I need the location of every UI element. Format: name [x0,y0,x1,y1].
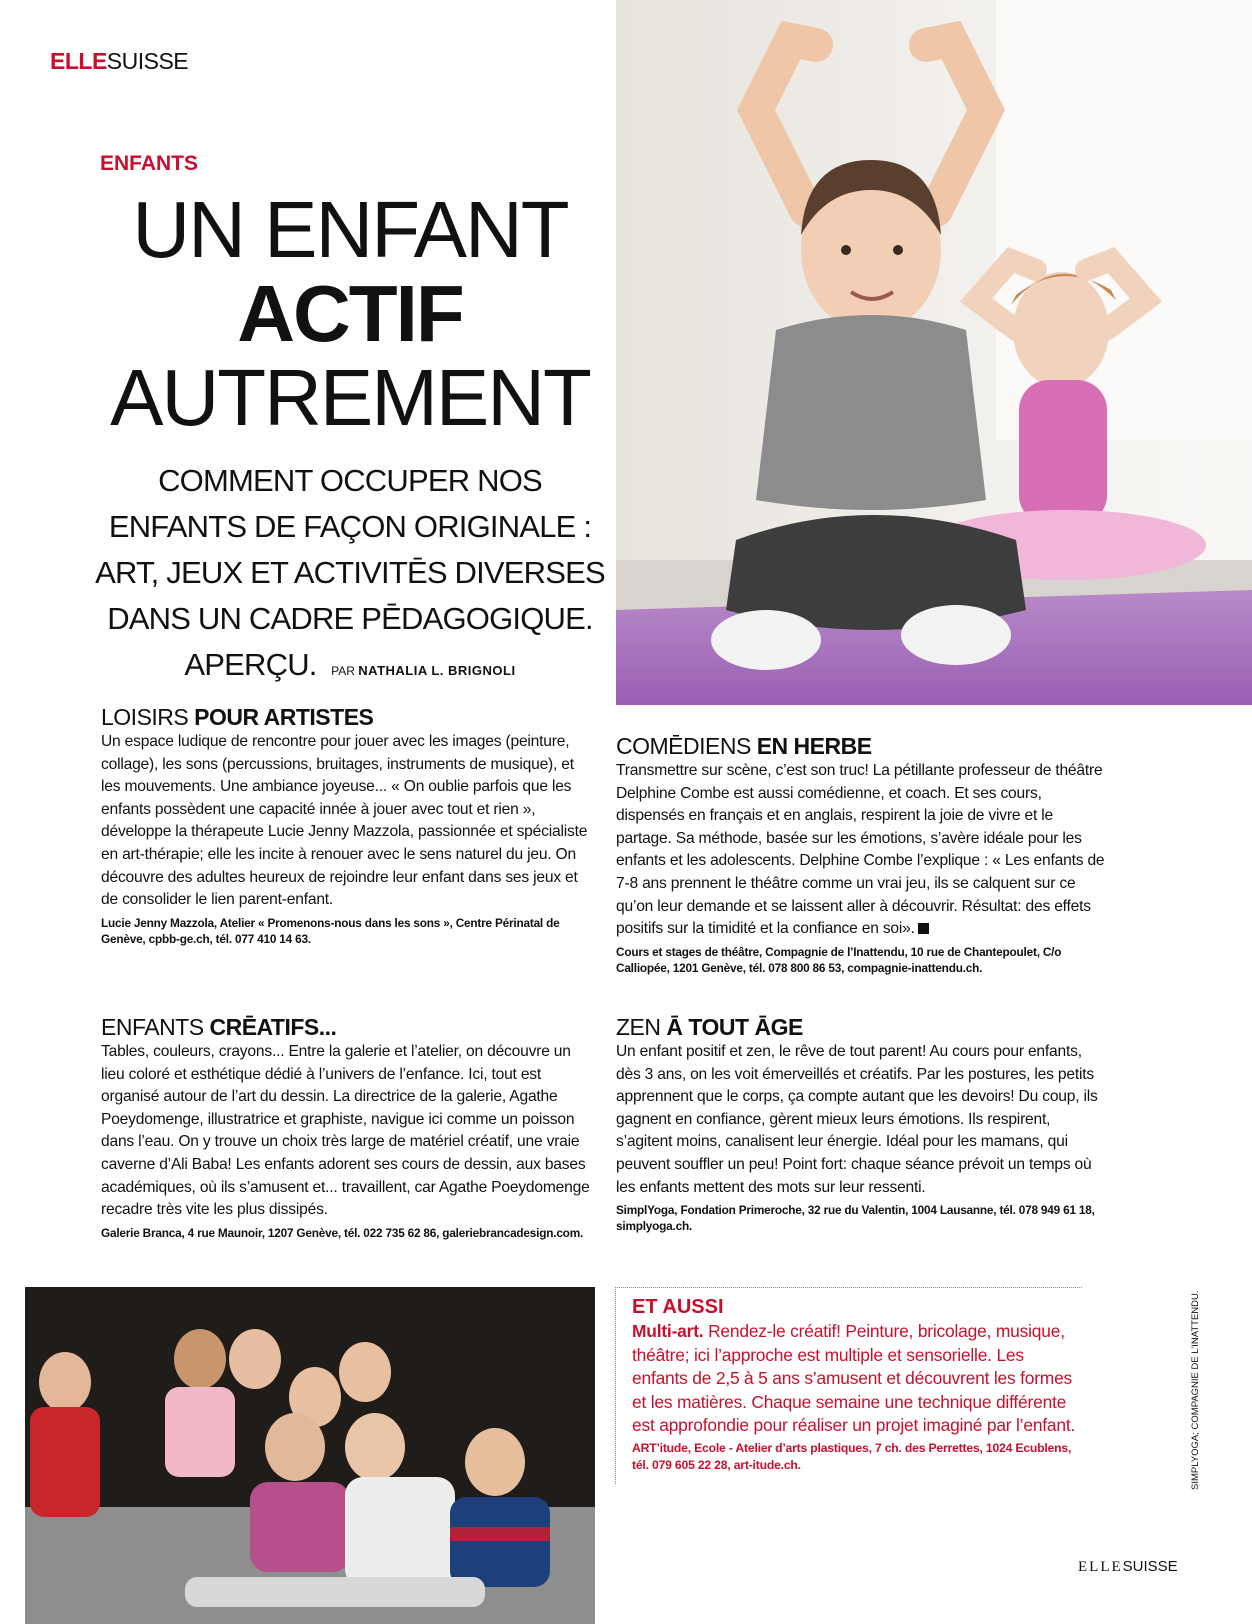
box-lead: Multi-art. [632,1321,704,1341]
section-kicker: ENFANTS [100,152,199,175]
box-body-text: Rendez-le créatif! Peinture, bricolage, musique, théâtre; ici l’approche est multiple et sensorielle. Les enfants de 2,5 à 5 ans s’amusent et découvrent les formes et les matières. Chaque semaine une technique différente est approfondie pour réaliser un projet imaginé par l’enfant. [632,1321,1076,1435]
footer-brand: ELLE [1078,1559,1123,1575]
title-line-2: ACTIF [237,269,463,358]
section-title-light: ENFANTS [101,1014,204,1040]
et-aussi-box [615,1287,1082,1484]
title-line-1: UN ENFANT [132,185,568,274]
photo-credit [1190,1260,1202,1490]
byline-author: NATHALIA L. BRIGNOLI [358,663,516,678]
footer-logo [1078,1558,1178,1576]
section-body-text: Transmettre sur scène, c’est son truc! La pétillante professeur de théâtre Delphine Combe est aussi comédienne, et coach. Et ses cours, dispensés en français et en anglais, respirent la joie de vivre et le partage. Sa méthode, basée sur les émotions, s’avère idéale pour les enfants et les adolescents. Delphine Combe l’explique : « Les enfants de 7-8 ans prennent le théâtre comme un vrai jeu, ils se calquent sur ce qu’on leur demande et se laissent aller à découvrir. Résultat: des effets positifs sur la timidité et la confiance en soi». [616,762,1105,938]
yoga-photo [616,0,1252,705]
section-body: Tables, couleurs, crayons... Entre la galerie et l’atelier, on découvre un lieu coloré et esthétique dédié à l’univers de l’enfance. Ici, tout est organisé autour de l’art du dessin. La directrice de la galerie, Agathe Poeydomenge, illustratrice et graphiste, navigue ici comme un poisson dans l’eau. On y trouve un choix très large de matériel créatif, une vraie caverne d’Ali Baba! Les enfants adorent ses cours de dessin, aux bases académiques, où ils s’amusent et... travaillent, car Agathe Poeydomenge recadre très vite les plus dissipés. [101,1043,590,1219]
section-address: Cours et stages de théâtre, Compagnie de l’Inattendu, 10 rue de Chantepoulet, C/o Calliopée, 1201 Genève, tél. 078 800 86 53, compagnie-inattendu.ch. [616,944,1062,975]
section-address: Galerie Branca, 4 rue Maunoir, 1207 Genève, tél. 022 735 62 86, galeriebrancadesign.com. [101,1225,584,1240]
section-loisirs [101,703,591,947]
section-body: Un espace ludique de rencontre pour jouer avec les images (peinture, collage), les sons (percussions, bruitages, instruments de musique), et les mouvements. Une ambiance joyeuse... « On oublie parfois que les enfants possèdent une capacité innée à jouer avec tout et rien », développe la thérapeute Lucie Jenny Mazzola, passionnée et spécialiste en art-thérapie; elle les incite à renouer avec le sens naturel du jeu. On découvre des adultes heureux de rejoindre leur enfant dans ses jeux et de consolider le lien parent-enfant. [101,733,588,909]
theatre-group-illustration [25,1287,595,1624]
byline-prefix: PAR [331,664,355,678]
section-title-bold: Ā TOUT ĀGE [666,1014,803,1040]
logo-edition: SUISSE [106,48,189,74]
section-title [101,1013,591,1041]
section-title-bold: CRĒATIFS... [209,1014,337,1040]
section-title-bold: EN HERBE [756,733,872,759]
box-address: ART’itude, Ecole - Atelier d’arts plastiques, 7 ch. des Perrettes, 1024 Ecublens, tél. 079 605 22 28, art-itude.ch. [632,1440,1072,1472]
yoga-photo-illustration [616,0,1252,705]
box-body [632,1320,1082,1438]
deck-text: COMMENT OCCUPER NOS ENFANTS DE FAÇON ORIGINALE : ART, JEUX ET ACTIVITĒS DIVERSES DANS UN CADRE PĒDAGOGIQUE. APERÇU. [95,463,605,682]
section-address: SimplYoga, Fondation Primeroche, 32 rue du Valentin, 1004 Lausanne, tél. 078 949 61 18, simplyoga.ch. [616,1203,1095,1234]
article-deck [90,458,610,694]
section-address: Lucie Jenny Mazzola, Atelier « Promenons-nous dans les sons », Centre Périnatal de Genève, cpbb-ge.ch, tél. 077 410 14 63. [101,915,560,946]
section-enfants-creatifs [101,1013,591,1241]
photo-credit-text: SIMPLYOGA; COMPAGNIE DE L’INATTENDU. [1190,1290,1201,1490]
section-comediens [616,732,1106,976]
box-title: ET AUSSI [632,1296,724,1318]
section-title-light: ZEN [616,1014,661,1040]
theatre-group-photo [25,1287,595,1624]
byline [324,664,515,678]
section-title [616,1013,1106,1041]
magazine-logo [50,48,188,75]
end-mark-icon [918,923,929,934]
section-title [101,703,591,731]
section-title-light: COMĒDIENS [616,733,751,759]
title-line-3: AUTREMENT [110,353,590,442]
section-zen [616,1013,1106,1234]
section-body [616,760,1106,941]
section-title-light: LOISIRS [101,704,189,730]
section-body: Un enfant positif et zen, le rêve de tout parent! Au cours pour enfants, dès 3 ans, on les voit émerveillés et créatifs. Par les postures, les petits apprennent que le corps, ça compte autant que les devoirs! Du coup, ils gagnent en confiance, gèrent mieux leurs émotions. Ils respirent, s’agitent moins, canalisent leur énergie. Idéal pour les mamans, qui peuvent souffler un peu! Point fort: chaque séance prévoit un temps où les enfants mettent des mots sur leur ressenti. [616,1043,1098,1196]
footer-edition: SUISSE [1122,1558,1178,1575]
section-title [616,732,1106,760]
article-title [90,185,610,442]
section-title-bold: POUR ARTISTES [194,704,374,730]
logo-brand: ELLE [50,48,107,74]
